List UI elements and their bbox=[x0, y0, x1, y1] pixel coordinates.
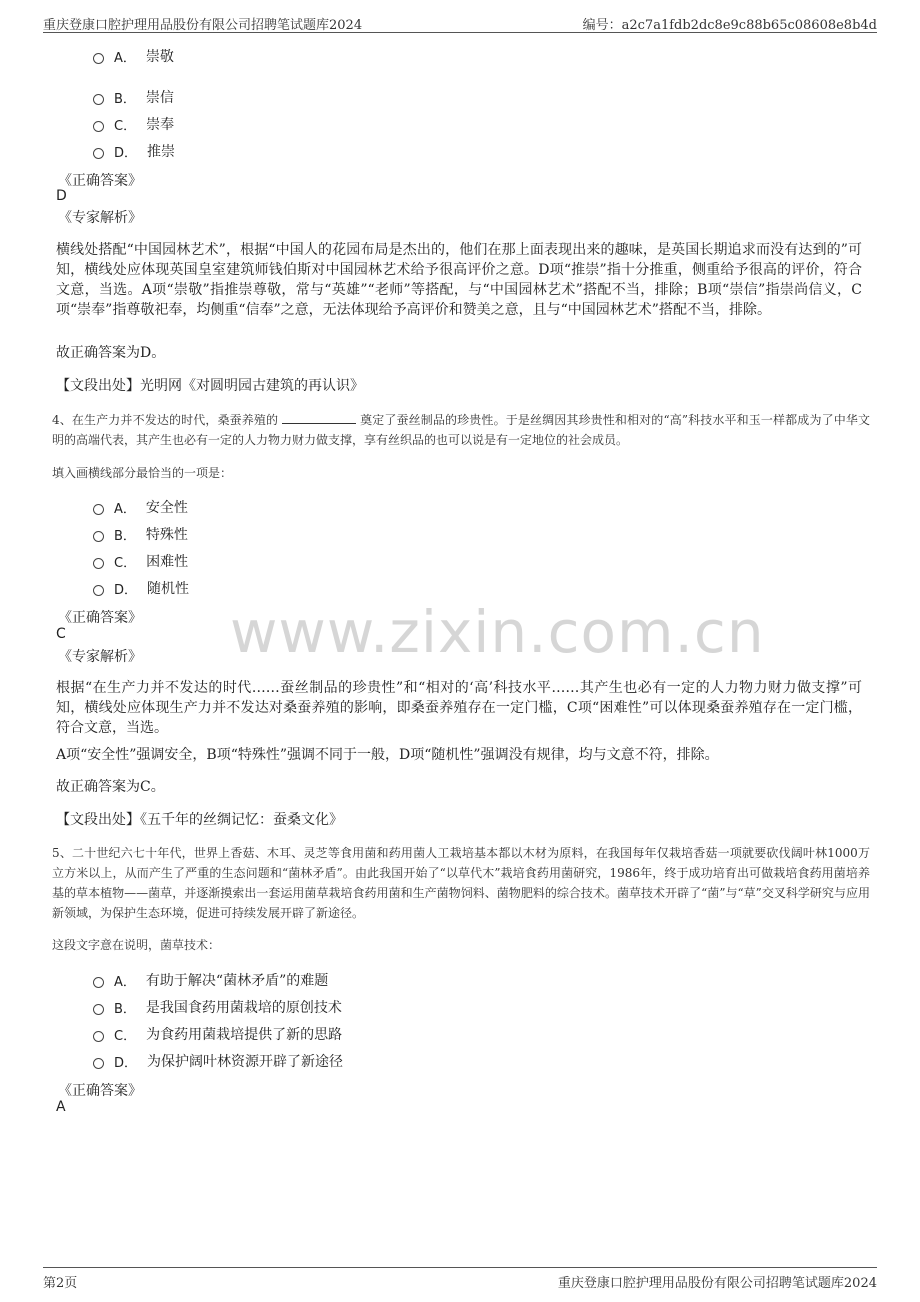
option-text: 为保护阔叶林资源开辟了新途径 bbox=[147, 1054, 344, 1070]
page-header bbox=[43, 12, 877, 33]
option-text: 有助于解决“菌林矛盾”的难题 bbox=[145, 973, 329, 989]
radio-icon[interactable] bbox=[93, 531, 104, 542]
radio-icon[interactable] bbox=[93, 977, 104, 988]
q4-option-d[interactable] bbox=[93, 578, 189, 598]
option-letter: B． bbox=[114, 1001, 136, 1017]
q4-answer-label: 《正确答案》 bbox=[58, 610, 142, 626]
option-letter: A． bbox=[114, 50, 136, 66]
q3-answer: D bbox=[56, 188, 67, 204]
q4-answer: C bbox=[56, 626, 66, 642]
option-letter: D． bbox=[114, 582, 138, 598]
radio-icon[interactable] bbox=[93, 1004, 104, 1015]
radio-icon[interactable] bbox=[93, 53, 104, 64]
header-doc-id: 编号：a2c7a1fdb2dc8e9c88b65c08608e8b4d bbox=[582, 18, 877, 33]
radio-icon[interactable] bbox=[93, 94, 104, 105]
q3-option-d[interactable] bbox=[93, 141, 175, 161]
q3-analysis-text: 横线处搭配“中国园林艺术”，根据“中国人的花园布局是杰出的，他们在那上面表现出来的趣味，是英国长期追求而没有达到的”可知，横线处应体现英国皇室建筑师钱伯斯对中国园林艺术给予很高评价之意。D项“推崇”指十分推重，侧重给予很高的评价，符合文意，当选。A项“崇敬”指推崇尊敬，常与“英雄”“老师”等搭配，与“中国园林艺术”搭配不当，排除；B项“崇信”指崇尚信义，C项“崇奉”指尊敬祀奉，均侧重“信奉”之意，无法体现给予高评价和赞美之意，且与“中国园林艺术”搭配不当，排除。 bbox=[56, 242, 862, 318]
option-letter: C． bbox=[114, 118, 137, 134]
q5-option-d[interactable] bbox=[93, 1051, 343, 1071]
option-text: 困难性 bbox=[146, 554, 189, 570]
q4-source: 【文段出处】《五千年的丝绸记忆：蚕桑文化》 bbox=[56, 812, 343, 828]
q4-conclusion: 故正确答案为C。 bbox=[56, 779, 165, 795]
option-text: 为食药用菌栽培提供了新的思路 bbox=[146, 1027, 343, 1043]
q5-option-a[interactable] bbox=[93, 970, 328, 990]
q3-option-c[interactable] bbox=[93, 114, 174, 134]
option-text: 崇奉 bbox=[146, 117, 175, 133]
q5-prompt: 这段文字意在说明，菌草技术： bbox=[52, 938, 221, 952]
q3-answer-label: 《正确答案》 bbox=[58, 173, 142, 189]
q3-analysis-label: 《专家解析》 bbox=[58, 210, 142, 226]
radio-icon[interactable] bbox=[93, 558, 104, 569]
q3-conclusion: 故正确答案为D。 bbox=[56, 345, 166, 361]
option-text: 随机性 bbox=[147, 581, 190, 597]
q5-option-c[interactable] bbox=[93, 1024, 342, 1044]
q3-option-b[interactable] bbox=[93, 87, 174, 107]
radio-icon[interactable] bbox=[93, 1031, 104, 1042]
option-letter: D． bbox=[114, 1055, 138, 1071]
option-text: 安全性 bbox=[145, 500, 188, 516]
option-text: 是我国食药用菌栽培的原创技术 bbox=[145, 1000, 342, 1016]
q3-source: 【文段出处】光明网《对圆明园古建筑的再认识》 bbox=[56, 378, 364, 394]
radio-icon[interactable] bbox=[93, 1058, 104, 1069]
q4-text-before: 4、在生产力并不发达的时代，桑蚕养殖的 bbox=[52, 413, 279, 427]
q4-option-b[interactable] bbox=[93, 524, 188, 544]
option-letter: B． bbox=[114, 91, 136, 107]
q4-text-after: 奠定了蚕丝制品的珍贵性。于是丝绸因其珍贵性和相对的“高”科技水平和玉一样都成为了中华文明的高端代表，其产生也必有一定的人力物力财力做支撑，享有丝织品的也可以说是有一定地位的社会成员。 bbox=[52, 413, 870, 447]
q4-option-c[interactable] bbox=[93, 551, 188, 571]
q5-answer: A bbox=[56, 1099, 66, 1115]
option-letter: D． bbox=[114, 145, 138, 161]
q4-option-a[interactable] bbox=[93, 497, 188, 517]
option-text: 崇信 bbox=[145, 90, 174, 106]
radio-icon[interactable] bbox=[93, 585, 104, 596]
q4-analysis-text-2: A项“安全性”强调安全，B项“特殊性”强调不同于一般，D项“随机性”强调没有规律，均与文意不符，排除。 bbox=[56, 747, 719, 763]
q4-analysis-text: 根据“在生产力并不发达的时代……蚕丝制品的珍贵性”和“相对的‘高’科技水平……其产生也必有一定的人力物力财力做支撑”可知，横线处应体现生产力并不发达对桑蚕养殖的影响，即桑蚕养殖存在一定门槛，C项“困难性”可以体现桑蚕养殖存在一定门槛，符合文意，当选。 bbox=[56, 680, 862, 736]
option-letter: C． bbox=[114, 555, 137, 571]
watermark: www.zixin.com.cn bbox=[230, 598, 765, 666]
option-text: 推崇 bbox=[147, 144, 176, 160]
radio-icon[interactable] bbox=[93, 148, 104, 159]
option-letter: A． bbox=[114, 501, 136, 517]
q4-prompt: 填入画横线部分最恰当的一项是： bbox=[52, 466, 233, 480]
option-letter: A． bbox=[114, 974, 136, 990]
q4-analysis-label: 《专家解析》 bbox=[58, 649, 142, 665]
q4-question bbox=[52, 410, 870, 450]
q5-option-b[interactable] bbox=[93, 997, 342, 1017]
option-text: 崇敬 bbox=[145, 49, 174, 65]
radio-icon[interactable] bbox=[93, 121, 104, 132]
radio-icon[interactable] bbox=[93, 504, 104, 515]
option-letter: C． bbox=[114, 1028, 137, 1044]
q5-answer-label: 《正确答案》 bbox=[58, 1083, 142, 1099]
footer-title: 重庆登康口腔护理用品股份有限公司招聘笔试题库2024 bbox=[557, 1276, 877, 1291]
q3-option-a[interactable] bbox=[93, 46, 174, 66]
page-number: 第2页 bbox=[43, 1276, 78, 1291]
q5-question: 5、二十世纪六七十年代，世界上香菇、木耳、灵芝等食用菌和药用菌人工栽培基本都以木材为原料，在我国每年仅栽培香菇一项就要砍伐阔叶林1000万立方米以上，从而产生了严重的生态问题和“菌林矛盾”。由此我国开始了“以草代木”栽培食药用菌研究，1986年，终于成功培育出可做栽培食药用菌培养基的草本植物——菌草，并逐渐摸索出一套运用菌草栽培食药用菌和生产菌物饲料、菌物肥料的综合技术。菌草技术开辟了“菌”与“草”交叉科学研究与应用新领域，为保护生态环境，促进可持续发展开辟了新途径。 bbox=[52, 846, 870, 920]
option-text: 特殊性 bbox=[145, 527, 188, 543]
option-letter: B． bbox=[114, 528, 136, 544]
fill-blank bbox=[282, 411, 356, 424]
header-title: 重庆登康口腔护理用品股份有限公司招聘笔试题库2024 bbox=[43, 18, 363, 33]
page-footer bbox=[43, 1267, 877, 1292]
